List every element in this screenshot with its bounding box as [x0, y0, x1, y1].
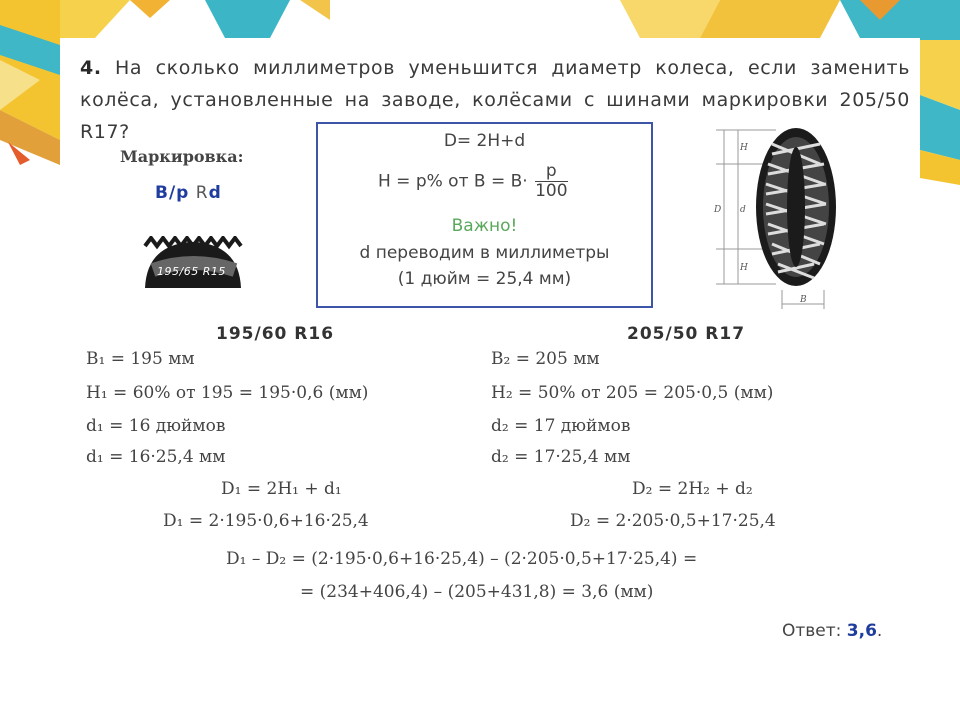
answer-value: 3,6: [846, 621, 877, 641]
important-label: Важно!: [451, 216, 518, 236]
difference-line1: D₁ – D₂ = (2·195·0,6+16·25,4) – (2·205·0,5+17·25,4) =: [226, 549, 698, 569]
conversion-factor: (1 дюйм = 25,4 мм): [397, 269, 572, 289]
formula-fraction: [535, 162, 567, 201]
right-diameter-formula: D₂ = 2H₂ + d₂: [632, 479, 753, 499]
left-heading: 195/60 R16: [216, 324, 335, 344]
left-rim-inches: d₁ = 16 дюймов: [86, 416, 226, 436]
tire-stamp-text: 195/65 R15: [157, 265, 226, 278]
diagram-B: B: [800, 295, 807, 305]
right-rim-inches: d₂ = 17 дюймов: [491, 416, 631, 436]
difference-line2: = (234+406,4) – (205+431,8) = 3,6 (мм): [300, 582, 654, 602]
formula-height-text: H = p% от B = B·: [378, 171, 528, 192]
marking-r: R: [195, 183, 209, 203]
diagram-D: D: [714, 205, 722, 215]
right-heading: 205/50 R17: [627, 324, 746, 344]
formula-height: [378, 162, 568, 201]
marking-title: Маркировка:: [120, 147, 244, 166]
fraction-numerator: p: [535, 162, 567, 182]
left-diameter-formula: D₁ = 2H₁ + d₁: [221, 479, 342, 499]
conversion-note: d переводим в миллиметры: [359, 243, 610, 263]
left-width: B₁ = 195 мм: [86, 349, 195, 369]
marking-d: d: [208, 183, 222, 203]
formula-diameter: D= 2H+d: [443, 131, 526, 151]
task-text: На сколько миллиметров уменьшится диаметр колеса, если заменить колёса, установленные на заводе, колёсами с шинами маркировки 205/50 R17?: [80, 57, 910, 143]
answer-tail: .: [876, 621, 883, 641]
right-rim-mm: d₂ = 17·25,4 мм: [491, 447, 631, 467]
formula-box: [316, 122, 653, 308]
tire-stamp-image: [141, 236, 245, 292]
left-rim-mm: d₁ = 16·25,4 мм: [86, 447, 226, 467]
answer: [782, 621, 882, 641]
answer-label: Ответ:: [782, 621, 847, 641]
left-height: H₁ = 60% от 195 = 195·0,6 (мм): [86, 383, 369, 403]
left-diameter-value: D₁ = 2·195·0,6+16·25,4: [163, 511, 369, 531]
task-number: 4.: [80, 57, 102, 79]
diagram-h-top: H: [740, 143, 748, 153]
marking-formula: [155, 183, 222, 203]
fraction-denominator: 100: [535, 181, 568, 201]
tire-diagram: [712, 124, 842, 314]
diagram-h-bottom: H: [740, 263, 748, 273]
diagram-d: d: [740, 205, 746, 215]
right-diameter-value: D₂ = 2·205·0,5+17·25,4: [570, 511, 776, 531]
marking-bp: B/p: [155, 183, 190, 203]
right-height: H₂ = 50% от 205 = 205·0,5 (мм): [491, 383, 774, 403]
right-width: B₂ = 205 мм: [491, 349, 600, 369]
